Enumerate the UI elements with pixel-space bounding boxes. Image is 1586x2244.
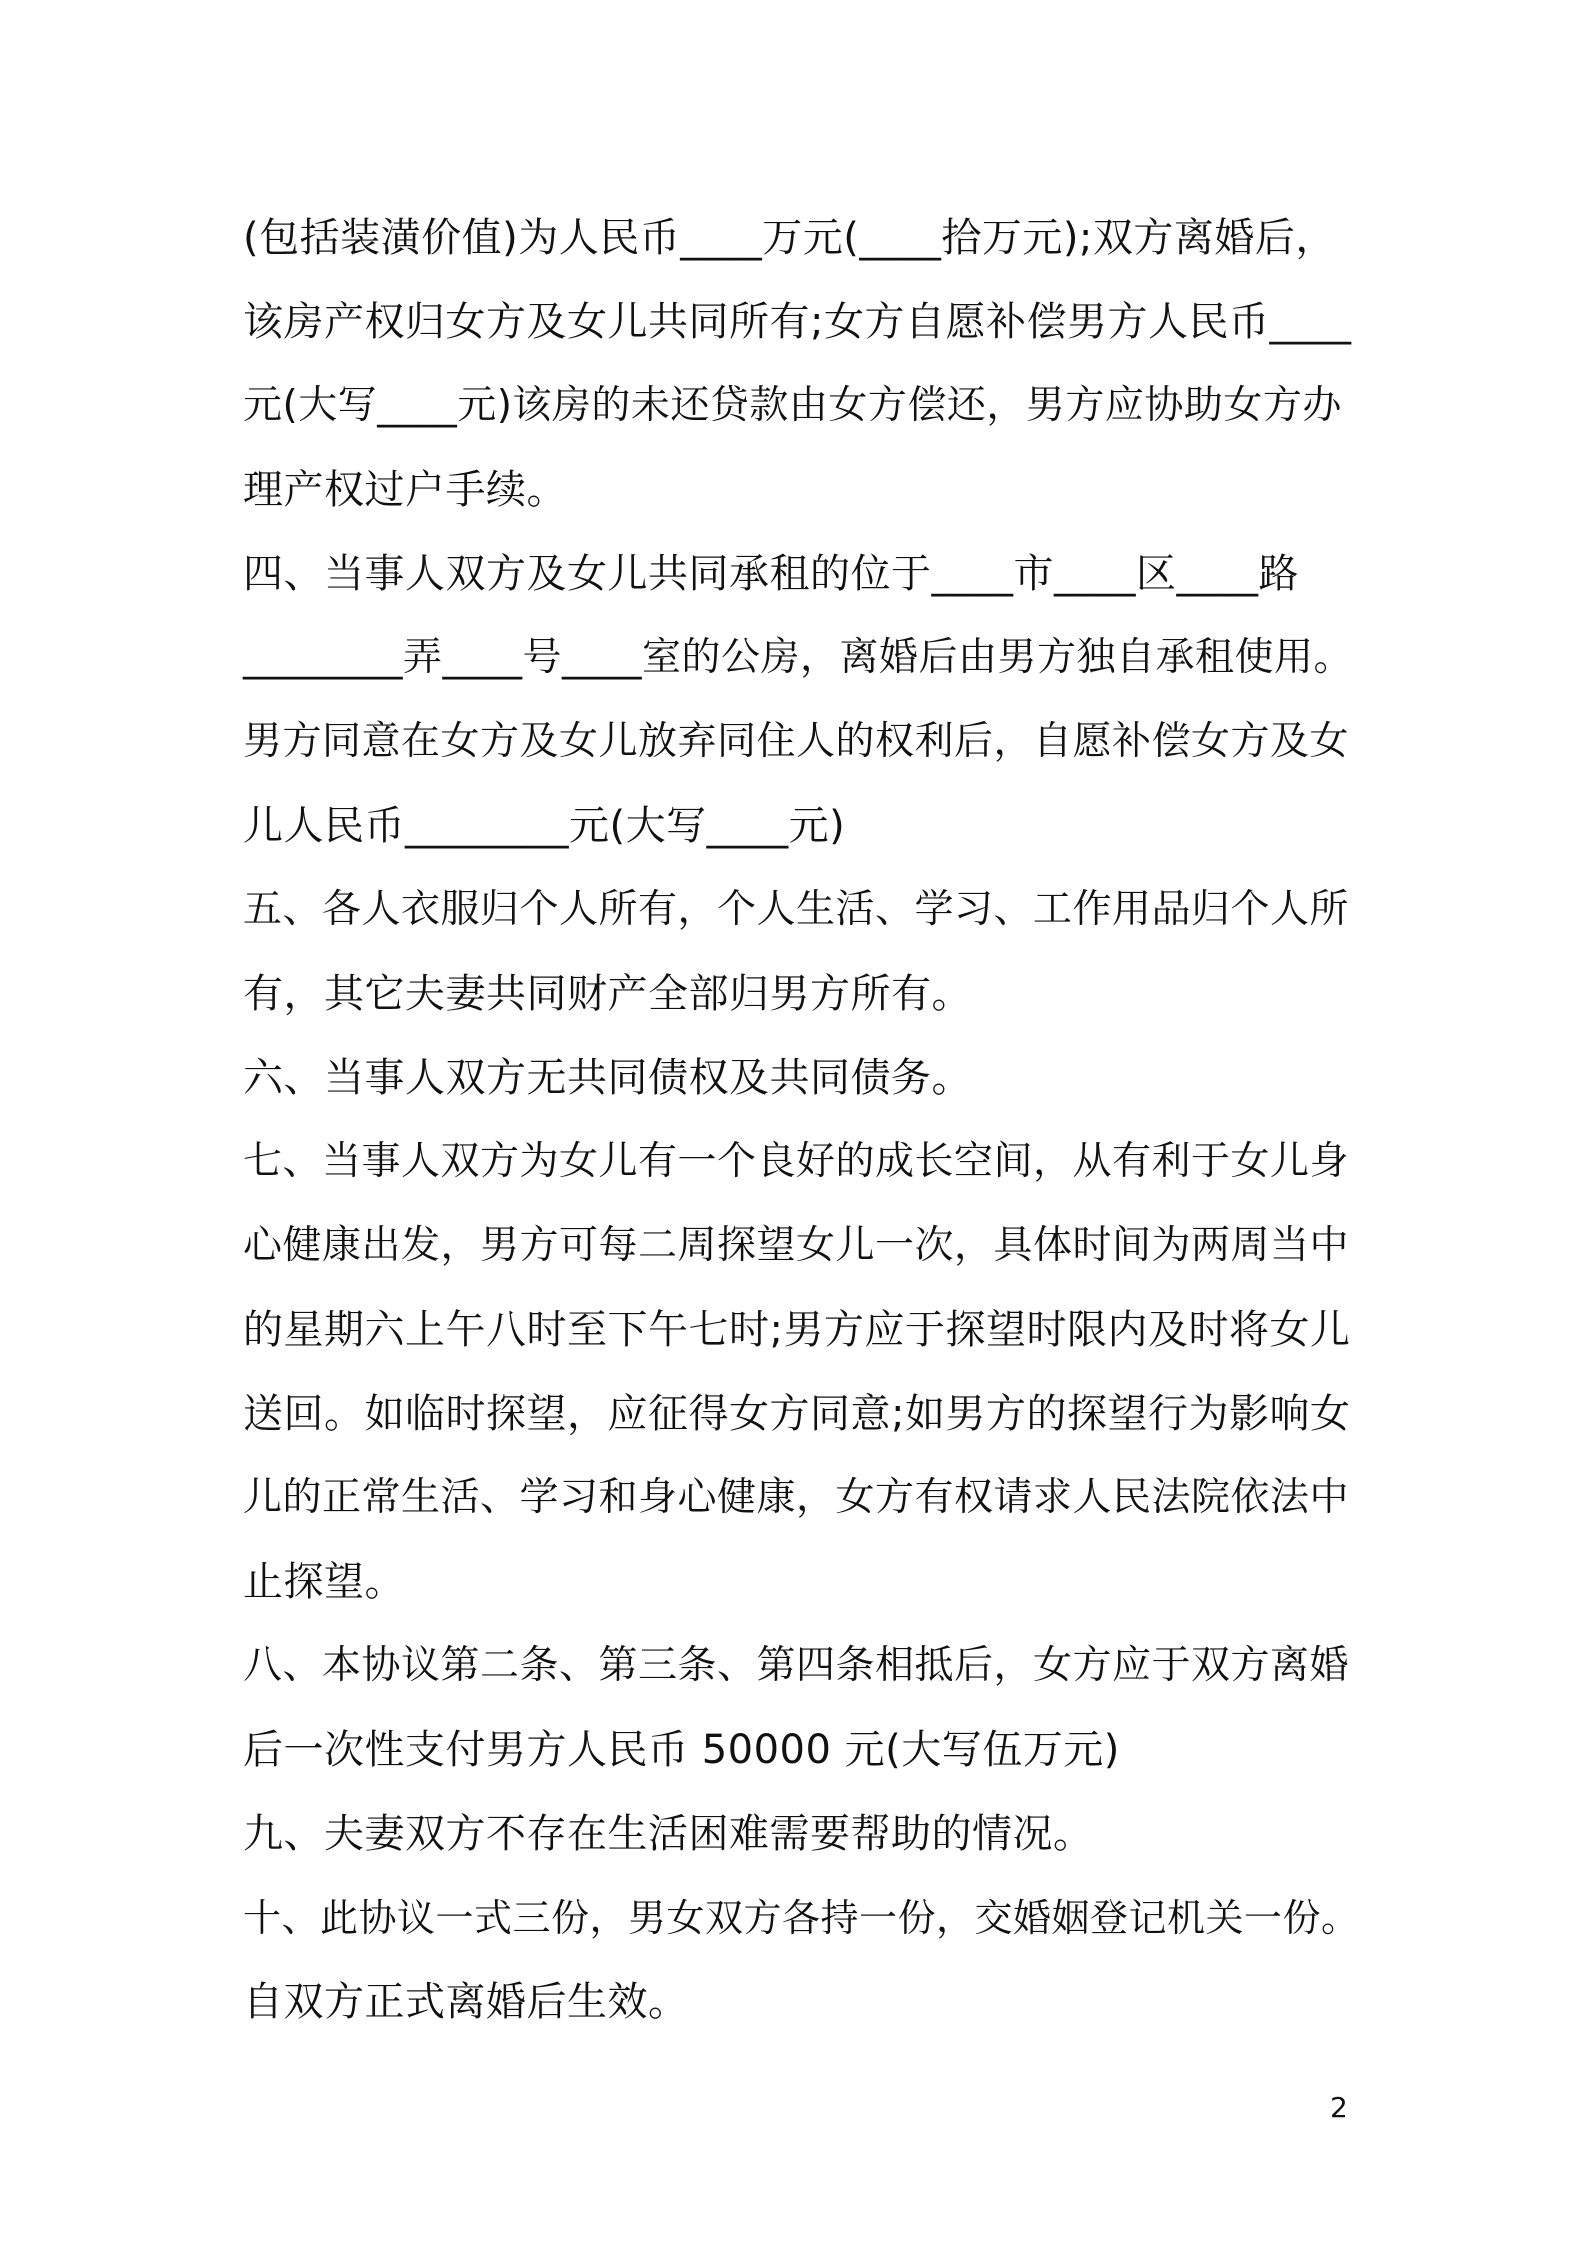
text-line: 七、当事人双方为女儿有一个良好的成长空间，从有利于女儿身 bbox=[243, 1139, 1350, 1184]
text-line: 六、当事人双方无共同债权及共同债务。 bbox=[243, 1055, 972, 1101]
text-line: 自双方正式离婚后生效。 bbox=[243, 1979, 689, 2025]
text-line: 男方同意在女方及女儿放弃同住人的权利后，自愿补偿女方及女 bbox=[243, 719, 1350, 764]
text-line: 九、夫妻双方不存在生活困难需要帮助的情况。 bbox=[243, 1811, 1094, 1857]
text-line: 八、本协议第二条、第三条、第四条相抵后，女方应于双方离婚 bbox=[243, 1643, 1350, 1688]
text-line: 该房产权归女方及女儿共同所有;女方自愿补偿男方人民币____ bbox=[243, 299, 1352, 345]
text-line: 儿的正常生活、学习和身心健康，女方有权请求人民法院依法中 bbox=[243, 1475, 1350, 1520]
text-line: 十、此协议一式三份，男女双方各持一份，交婚姻登记机关一份。 bbox=[243, 1896, 1360, 1940]
text-line: 后一次性支付男方人民币 50000 元(大写伍万元) bbox=[243, 1727, 1120, 1773]
text-line: (包括装潢价值)为人民币____万元(____拾万元);双方离婚后， bbox=[243, 215, 1336, 261]
text-line: 的星期六上午八时至下午七时;男方应于探望时限内及时将女儿 bbox=[243, 1307, 1351, 1353]
text-line: 儿人民币________元(大写____元) bbox=[243, 803, 846, 849]
document-body bbox=[243, 196, 1368, 2044]
text-line: 止探望。 bbox=[243, 1559, 405, 1605]
text-line: 理产权过户手续。 bbox=[243, 467, 567, 513]
page-number: 2 bbox=[1330, 2091, 1348, 2124]
text-line: 五、各人衣服归个人所有，个人生活、学习、工作用品归个人所 bbox=[243, 887, 1350, 932]
text-line: 送回。如临时探望，应征得女方同意;如男方的探望行为影响女 bbox=[243, 1391, 1351, 1437]
text-line: 有，其它夫妻共同财产全部归男方所有。 bbox=[243, 971, 972, 1017]
text-line: ________弄____号____室的公房，离婚后由男方独自承租使用。 bbox=[243, 635, 1354, 680]
text-line: 四、当事人双方及女儿共同承租的位于____市____区____路 bbox=[243, 551, 1299, 597]
text-line: 元(大写____元)该房的未还贷款由女方偿还，男方应协助女方办 bbox=[243, 383, 1342, 428]
text-line: 心健康出发，男方可每二周探望女儿一次，具体时间为两周当中 bbox=[243, 1223, 1350, 1268]
